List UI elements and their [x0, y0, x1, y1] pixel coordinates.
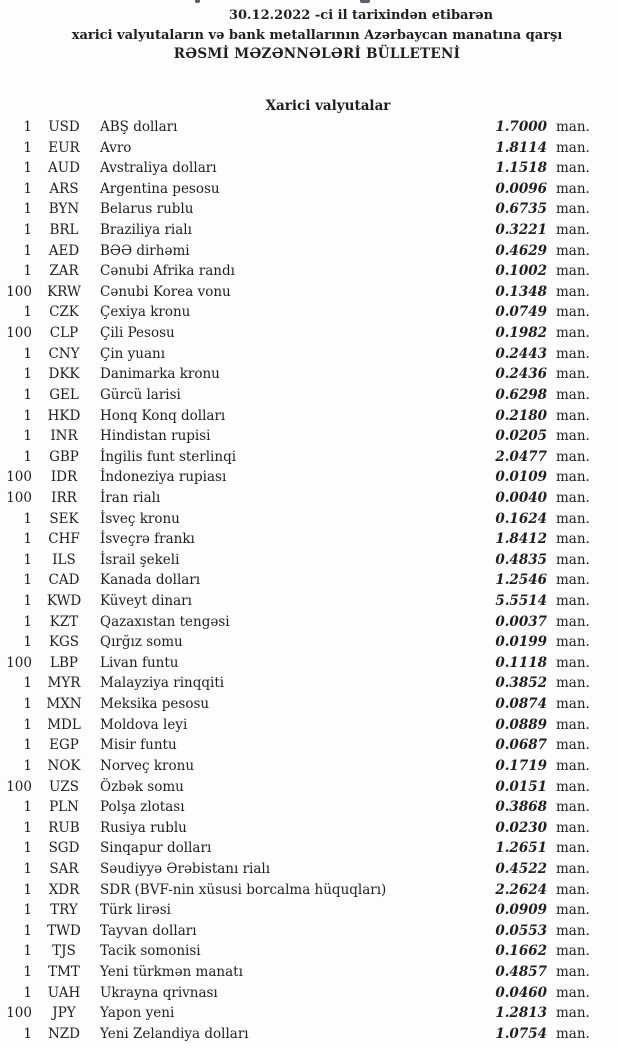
- currency-name: Çin yuanı: [100, 345, 166, 362]
- row-quantity: 1: [23, 922, 32, 939]
- exchange-rate: 0.3868: [495, 799, 547, 816]
- currency-name: İran rialı: [100, 489, 161, 506]
- currency-name: Tayvan dolları: [100, 922, 197, 939]
- row-quantity: 1: [23, 531, 32, 548]
- currency-code: TMT: [48, 963, 80, 980]
- currency-name: İsrail şekeli: [100, 551, 180, 568]
- currency-name: Danimarka kronu: [100, 366, 220, 383]
- exchange-rate: 0.1118: [495, 654, 547, 671]
- row-quantity: 1: [23, 428, 32, 445]
- exchange-rate: 0.3221: [495, 222, 547, 239]
- row-quantity: 100: [6, 1005, 32, 1022]
- exchange-rate: 1.2546: [495, 572, 547, 589]
- currency-row: [0, 199, 595, 220]
- currency-name: Çili Pesosu: [100, 325, 175, 342]
- exchange-rate: 0.3852: [495, 675, 547, 692]
- currency-name: Avro: [100, 139, 132, 156]
- currency-row: [0, 447, 595, 468]
- currency-row: [0, 241, 595, 262]
- currency-row: [0, 838, 595, 859]
- currency-row: [0, 138, 595, 159]
- unit-label: man.: [556, 345, 590, 362]
- unit-label: man.: [556, 283, 590, 300]
- currency-name: İsveçrə frankı: [100, 531, 195, 548]
- currency-name: Livan funtu: [100, 654, 179, 671]
- currency-row: [0, 673, 595, 694]
- currency-code: HKD: [47, 407, 81, 424]
- currency-code: KZT: [49, 613, 79, 630]
- currency-row: [0, 962, 595, 983]
- currency-row: [0, 426, 595, 447]
- exchange-rate: 0.6298: [495, 386, 547, 403]
- currency-name: Avstraliya dolları: [100, 160, 217, 177]
- currency-code: UZS: [48, 778, 79, 795]
- currency-name: Honq Konq dolları: [100, 407, 226, 424]
- unit-label: man.: [556, 304, 590, 321]
- currency-row: [0, 818, 595, 839]
- currency-name: İngilis funt sterlinqi: [100, 448, 237, 465]
- currency-code: SAR: [49, 860, 79, 877]
- currency-row: [0, 364, 595, 385]
- exchange-rate: 1.8412: [495, 531, 547, 548]
- exchange-rate: 0.0460: [495, 984, 547, 1001]
- unit-label: man.: [556, 902, 590, 919]
- bulletin-title: RƏSMİ MƏZƏNNƏLƏRİ BÜLLETENİ: [173, 46, 461, 62]
- clipped-text-remnant: [0, 0, 620, 4]
- currency-code: LBP: [50, 654, 78, 671]
- currency-row: [0, 406, 595, 427]
- exchange-rate: 1.0754: [495, 1025, 547, 1042]
- row-quantity: 1: [23, 675, 32, 692]
- exchange-rate: 0.0889: [495, 716, 547, 733]
- exchange-rate: 5.5514: [495, 593, 547, 610]
- currency-row: [0, 550, 595, 571]
- exchange-rate: 0.1348: [495, 283, 547, 300]
- exchange-rate: 0.4629: [495, 242, 547, 259]
- row-quantity: 1: [23, 304, 32, 321]
- unit-label: man.: [556, 1005, 590, 1022]
- currency-row: [0, 941, 595, 962]
- unit-label: man.: [556, 881, 590, 898]
- currency-row: [0, 797, 595, 818]
- currency-code: AUD: [48, 160, 80, 177]
- currency-row: [0, 880, 595, 901]
- currency-code: CLP: [49, 325, 79, 342]
- unit-label: man.: [556, 263, 590, 280]
- currency-code: KWD: [46, 593, 82, 610]
- currency-code: CZK: [49, 304, 79, 321]
- row-quantity: 100: [6, 469, 32, 486]
- currency-row: [0, 158, 595, 179]
- currency-row: [0, 612, 595, 633]
- row-quantity: 1: [23, 860, 32, 877]
- exchange-rate: 0.0553: [495, 922, 547, 939]
- row-quantity: 1: [23, 696, 32, 713]
- unit-label: man.: [556, 407, 590, 424]
- row-quantity: 1: [23, 634, 32, 651]
- currency-name: Polşa zlotası: [100, 799, 185, 816]
- exchange-rate: 0.1624: [495, 510, 547, 527]
- currency-code: ZAR: [49, 263, 79, 280]
- exchange-rate: 0.0109: [495, 469, 547, 486]
- unit-label: man.: [556, 943, 590, 960]
- row-quantity: 1: [23, 737, 32, 754]
- currency-code: XDR: [48, 881, 80, 898]
- currency-code: IRR: [51, 489, 77, 506]
- currency-name: Meksika pesosu: [100, 696, 210, 713]
- currency-name: Kanada dolları: [100, 572, 201, 589]
- currency-row: [0, 509, 595, 530]
- row-quantity: 1: [23, 551, 32, 568]
- row-quantity: 1: [23, 201, 32, 218]
- currency-code: IDR: [50, 469, 78, 486]
- currency-code: MDL: [47, 716, 81, 733]
- currency-code: BRL: [49, 222, 79, 239]
- currency-code: AED: [48, 242, 80, 259]
- unit-label: man.: [556, 139, 590, 156]
- currency-code: TJS: [52, 943, 76, 960]
- currency-row: [0, 900, 595, 921]
- currency-name: İndoneziya rupiası: [100, 469, 227, 486]
- exchange-rate: 0.0687: [495, 737, 547, 754]
- unit-label: man.: [556, 696, 590, 713]
- unit-label: man.: [556, 366, 590, 383]
- row-quantity: 100: [6, 489, 32, 506]
- currency-code: PLN: [49, 799, 79, 816]
- row-quantity: 1: [23, 180, 32, 197]
- currency-row: [0, 220, 595, 241]
- unit-label: man.: [556, 922, 590, 939]
- unit-label: man.: [556, 551, 590, 568]
- exchange-rate: 0.0096: [495, 180, 547, 197]
- unit-label: man.: [556, 222, 590, 239]
- exchange-rate: 0.0037: [495, 613, 547, 630]
- unit-label: man.: [556, 654, 590, 671]
- currency-name: Gürcü larisi: [100, 386, 181, 403]
- unit-label: man.: [556, 675, 590, 692]
- currency-row: [0, 282, 595, 303]
- currency-row: [0, 467, 595, 488]
- exchange-rate: 0.0205: [495, 428, 547, 445]
- currency-code: INR: [50, 428, 78, 445]
- currency-code: NZD: [47, 1025, 81, 1042]
- currency-code: ARS: [49, 180, 79, 197]
- currency-name: SDR (BVF-nin xüsusi borcalma hüquqları): [100, 881, 387, 898]
- currency-name: Qazaxıstan tengəsi: [100, 613, 230, 630]
- currency-code: KGS: [48, 634, 80, 651]
- currency-code: GEL: [49, 386, 79, 403]
- currency-name: Səudiyyə Ərəbistanı rialı: [100, 860, 271, 877]
- exchange-rate: 0.0749: [495, 304, 547, 321]
- currency-code: TWD: [47, 922, 81, 939]
- currency-code: CAD: [48, 572, 80, 589]
- currency-row: [0, 591, 595, 612]
- currency-row: [0, 653, 595, 674]
- currency-row: [0, 735, 595, 756]
- currency-name: Türk lirəsi: [100, 902, 171, 919]
- bulletin-header: [0, 6, 620, 64]
- currency-name: Ukrayna qrivnası: [100, 984, 218, 1001]
- row-quantity: 1: [23, 819, 32, 836]
- currency-code: USD: [48, 119, 80, 135]
- currency-code: MXN: [46, 696, 82, 713]
- currency-name: Misir funtu: [100, 737, 177, 754]
- exchange-rate: 2.0477: [495, 448, 547, 465]
- exchange-rate: 0.4835: [495, 551, 547, 568]
- exchange-rate: 0.1982: [495, 325, 547, 342]
- exchange-rate: 0.6735: [495, 201, 547, 218]
- row-quantity: 1: [23, 716, 32, 733]
- currency-row: [0, 632, 595, 653]
- row-quantity: 1: [23, 448, 32, 465]
- currency-name: Norveç kronu: [100, 757, 195, 774]
- unit-label: man.: [556, 201, 590, 218]
- currency-name: Tacik somonisi: [100, 943, 201, 960]
- currency-row: [0, 1024, 595, 1045]
- row-quantity: 1: [23, 963, 32, 980]
- currency-name: Çexiya kronu: [100, 304, 191, 321]
- row-quantity: 100: [6, 283, 32, 300]
- currency-row: [0, 302, 595, 323]
- row-quantity: 1: [23, 943, 32, 960]
- currency-name: Cənubi Afrika randı: [100, 263, 235, 280]
- currency-name: İsveç kronu: [100, 510, 180, 527]
- currency-name: Qırğız somu: [100, 634, 183, 651]
- row-quantity: 1: [23, 242, 32, 259]
- currency-name: Özbək somu: [100, 778, 184, 795]
- row-quantity: 1: [23, 139, 32, 156]
- currency-row: [0, 179, 595, 200]
- clipped-descender-mark: [195, 0, 200, 3]
- exchange-rate: 1.8114: [495, 139, 547, 156]
- currency-row: [0, 777, 595, 798]
- currency-row: [0, 756, 595, 777]
- currency-code: EGP: [49, 737, 79, 754]
- row-quantity: 1: [23, 222, 32, 239]
- currency-code: TRY: [50, 902, 78, 919]
- currency-name: Moldova leyi: [100, 716, 188, 733]
- currency-row: [0, 323, 595, 344]
- currency-code: EUR: [48, 139, 80, 156]
- row-quantity: 1: [23, 386, 32, 403]
- exchange-rate: 2.2624: [495, 881, 547, 898]
- unit-label: man.: [556, 119, 590, 135]
- currency-name: Yapon yeni: [100, 1005, 175, 1022]
- exchange-rate: 0.1002: [495, 263, 547, 280]
- exchange-rate: 0.0909: [495, 902, 547, 919]
- exchange-rate: 0.4857: [495, 963, 547, 980]
- unit-label: man.: [556, 160, 590, 177]
- unit-label: man.: [556, 180, 590, 197]
- currency-row: [0, 117, 595, 138]
- currency-rates-table: [0, 117, 595, 1044]
- currency-row: [0, 921, 595, 942]
- currency-code: BYN: [48, 201, 80, 218]
- row-quantity: 1: [23, 593, 32, 610]
- currency-code: UAH: [47, 984, 81, 1001]
- exchange-rate: 1.7000: [495, 119, 547, 135]
- exchange-rate: 0.0199: [495, 634, 547, 651]
- row-quantity: 1: [23, 119, 32, 135]
- currency-code: RUB: [48, 819, 80, 836]
- row-quantity: 1: [23, 840, 32, 857]
- unit-label: man.: [556, 737, 590, 754]
- currency-code: MYR: [47, 675, 81, 692]
- currency-row: [0, 385, 595, 406]
- unit-label: man.: [556, 1025, 590, 1042]
- currency-name: Rusiya rublu: [100, 819, 187, 836]
- currency-name: Hindistan rupisi: [100, 428, 211, 445]
- currency-code: SGD: [48, 840, 80, 857]
- row-quantity: 1: [23, 881, 32, 898]
- unit-label: man.: [556, 531, 590, 548]
- unit-label: man.: [556, 593, 590, 610]
- unit-label: man.: [556, 984, 590, 1001]
- currency-code: DKK: [48, 366, 80, 383]
- exchange-rate: 0.2443: [495, 345, 547, 362]
- unit-label: man.: [556, 242, 590, 259]
- currency-row: [0, 344, 595, 365]
- unit-label: man.: [556, 613, 590, 630]
- currency-row: [0, 983, 595, 1004]
- currency-name: Malayziya rinqqiti: [100, 675, 225, 692]
- exchange-rate: 0.0151: [495, 778, 547, 795]
- currency-name: BƏƏ dirhəmi: [100, 242, 190, 259]
- currency-code: ILS: [52, 551, 76, 568]
- row-quantity: 1: [23, 366, 32, 383]
- currency-code: CHF: [48, 531, 80, 548]
- clipped-descender-mark: [360, 0, 370, 3]
- section-title-foreign-currencies: Xarici valyutalar: [265, 98, 391, 114]
- row-quantity: 1: [23, 757, 32, 774]
- currency-code: JPY: [52, 1005, 76, 1022]
- unit-label: man.: [556, 469, 590, 486]
- currency-code: SEK: [49, 510, 79, 527]
- row-quantity: 1: [23, 263, 32, 280]
- currency-name: Sinqapur dolları: [100, 840, 212, 857]
- effective-date-line: 30.12.2022 -ci il tarixindən etibarən: [228, 8, 494, 23]
- unit-label: man.: [556, 963, 590, 980]
- currency-row: [0, 488, 595, 509]
- currency-code: GBP: [49, 448, 79, 465]
- currency-name: Küveyt dinarı: [100, 593, 192, 610]
- exchange-rate: 0.0230: [495, 819, 547, 836]
- currency-row: [0, 715, 595, 736]
- currency-name: Belarus rublu: [100, 201, 194, 218]
- row-quantity: 100: [6, 325, 32, 342]
- unit-label: man.: [556, 510, 590, 527]
- exchange-rate: 0.2180: [495, 407, 547, 424]
- currency-row: [0, 261, 595, 282]
- exchange-rate: 0.1719: [495, 757, 547, 774]
- unit-label: man.: [556, 428, 590, 445]
- currency-row: [0, 859, 595, 880]
- unit-label: man.: [556, 386, 590, 403]
- unit-label: man.: [556, 860, 590, 877]
- row-quantity: 1: [23, 160, 32, 177]
- unit-label: man.: [556, 778, 590, 795]
- currency-row: [0, 1003, 595, 1024]
- row-quantity: 1: [23, 572, 32, 589]
- row-quantity: 1: [23, 345, 32, 362]
- row-quantity: 1: [23, 984, 32, 1001]
- row-quantity: 100: [6, 778, 32, 795]
- currency-row: [0, 529, 595, 550]
- row-quantity: 1: [23, 1025, 32, 1042]
- currency-code: KRW: [47, 283, 81, 300]
- unit-label: man.: [556, 489, 590, 506]
- row-quantity: 1: [23, 510, 32, 527]
- unit-label: man.: [556, 757, 590, 774]
- exchange-rate: 1.1518: [495, 160, 547, 177]
- currency-code: CNY: [48, 345, 80, 362]
- row-quantity: 100: [6, 654, 32, 671]
- unit-label: man.: [556, 819, 590, 836]
- exchange-rate: 0.2436: [495, 366, 547, 383]
- currency-code: NOK: [47, 757, 81, 774]
- row-quantity: 1: [23, 613, 32, 630]
- unit-label: man.: [556, 840, 590, 857]
- unit-label: man.: [556, 448, 590, 465]
- exchange-rate: 1.2651: [495, 840, 547, 857]
- exchange-rate: 1.2813: [495, 1005, 547, 1022]
- currency-name: ABŞ dolları: [100, 119, 178, 135]
- exchange-rate: 0.0874: [495, 696, 547, 713]
- bulletin-subtitle: xarici valyutaların və bank metallarının Azərbaycan manatına qarşı: [71, 28, 563, 43]
- unit-label: man.: [556, 572, 590, 589]
- unit-label: man.: [556, 634, 590, 651]
- unit-label: man.: [556, 799, 590, 816]
- currency-name: Yeni Zelandiya dolları: [100, 1025, 249, 1042]
- exchange-rate: 0.4522: [495, 860, 547, 877]
- row-quantity: 1: [23, 902, 32, 919]
- unit-label: man.: [556, 325, 590, 342]
- exchange-rate: 0.1662: [495, 943, 547, 960]
- currency-row: [0, 570, 595, 591]
- currency-name: Argentina pesosu: [100, 180, 220, 197]
- unit-label: man.: [556, 716, 590, 733]
- currency-name: Braziliya rialı: [100, 222, 192, 239]
- currency-name: Cənubi Korea vonu: [100, 283, 231, 300]
- row-quantity: 1: [23, 799, 32, 816]
- row-quantity: 1: [23, 407, 32, 424]
- currency-name: Yeni türkmən manatı: [100, 963, 243, 980]
- exchange-rate: 0.0040: [495, 489, 547, 506]
- currency-row: [0, 694, 595, 715]
